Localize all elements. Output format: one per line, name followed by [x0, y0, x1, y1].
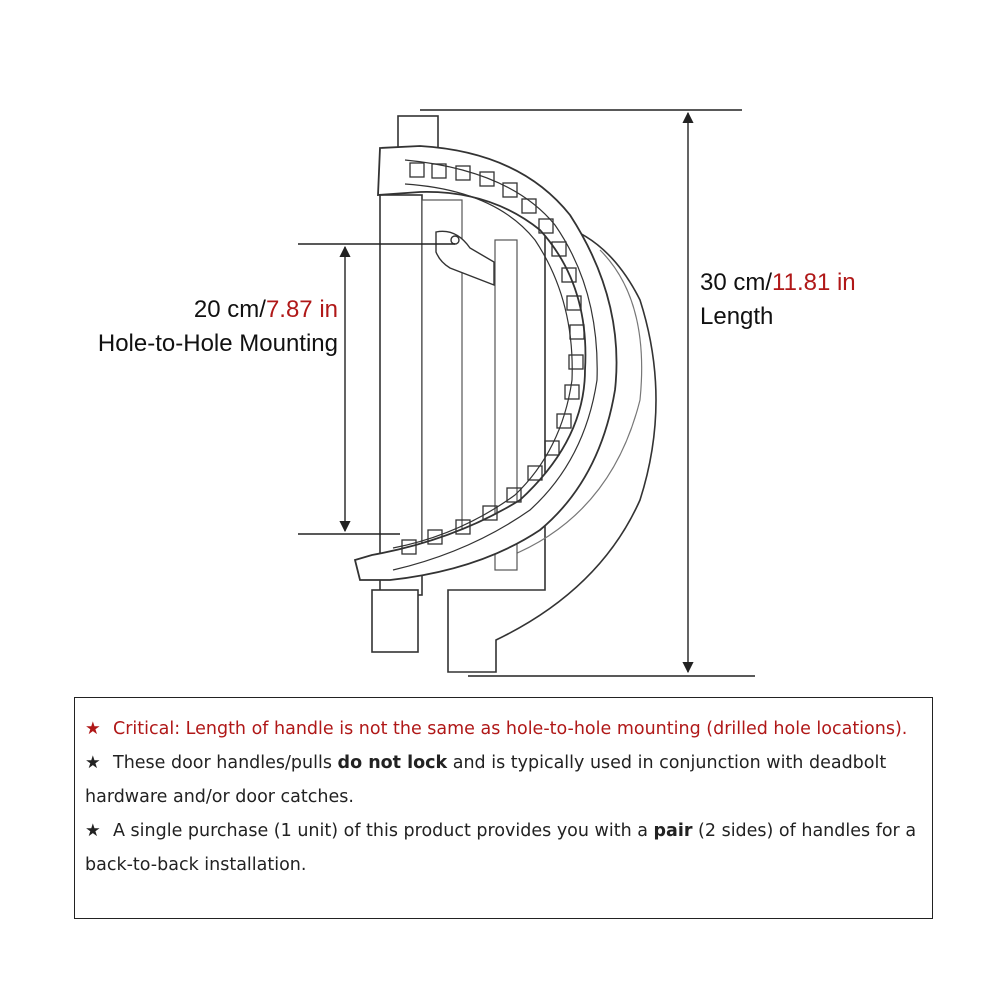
- note-pair-pre: A single purchase (1 unit) of this product provides you with a: [113, 821, 654, 841]
- star-icon: ★: [85, 821, 101, 841]
- note-pair-bold: pair: [653, 821, 693, 841]
- note-critical: [85, 712, 922, 746]
- length-caption: Length: [700, 303, 774, 330]
- hole-imperial: 7.87 in: [265, 296, 338, 323]
- note-lock-bold: do not lock: [337, 753, 448, 773]
- note-critical-text: Critical: Length of handle is not the same as hole-to-hole mounting (drilled hole locations).: [113, 719, 908, 739]
- star-icon: ★: [85, 753, 101, 773]
- notes-box: [74, 697, 933, 919]
- length-metric: 30 cm/: [700, 269, 773, 296]
- note-pair-post: (2 sides) of handles for a back-to-back installation.: [85, 821, 917, 875]
- note-lock: [85, 746, 922, 814]
- note-lock-pre: These door handles/pulls: [113, 753, 338, 773]
- hole-caption: Hole-to-Hole Mounting: [97, 330, 338, 357]
- note-pair: [85, 814, 922, 882]
- note-lock-post: and is typically used in conjunction with deadbolt hardware and/or door catches.: [85, 753, 887, 807]
- length-imperial: 11.81 in: [772, 269, 856, 296]
- hole-to-hole-label: [98, 293, 338, 361]
- hole-metric: 20 cm/: [193, 296, 266, 323]
- length-label: [700, 266, 856, 334]
- star-icon: ★: [85, 719, 101, 739]
- back-handle: [448, 225, 656, 672]
